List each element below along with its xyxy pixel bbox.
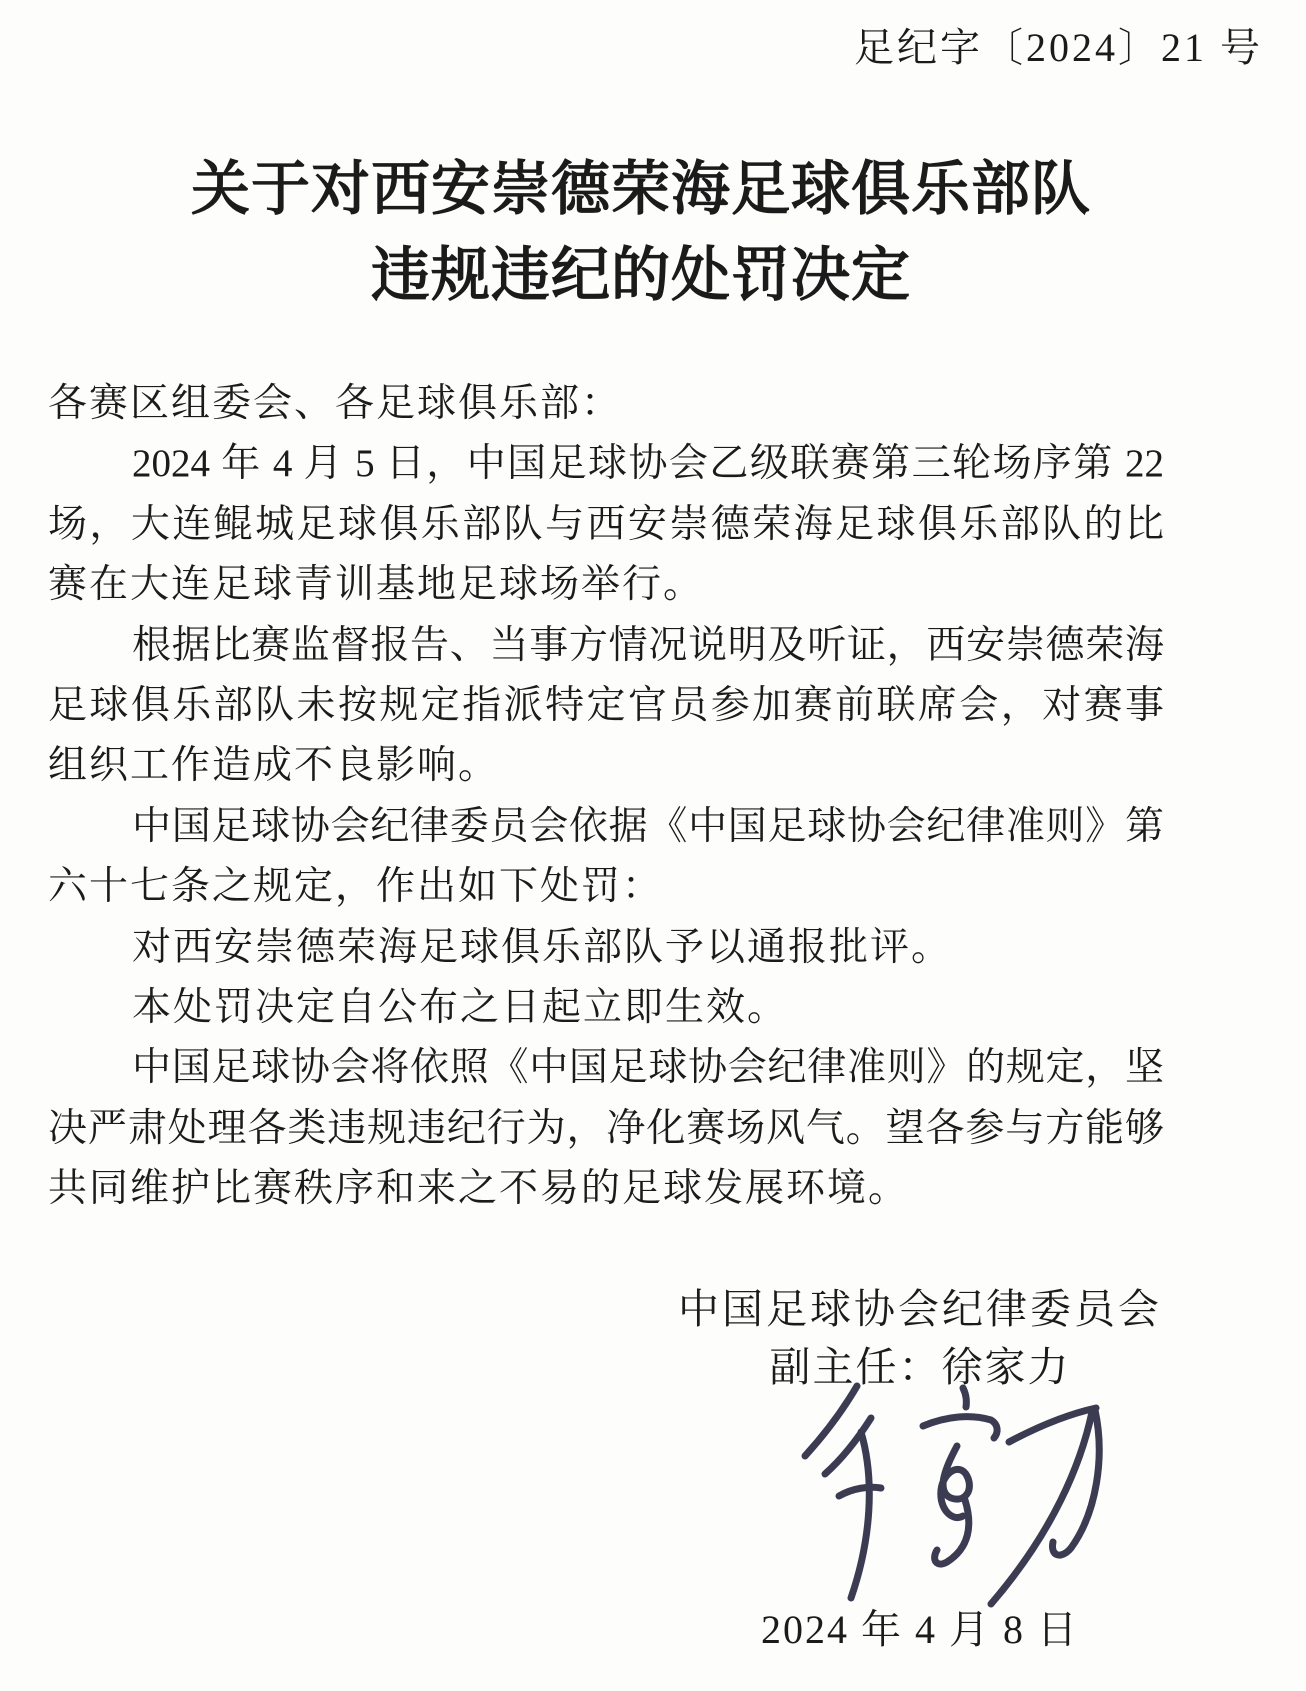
body-line: 根据比赛监督报告、当事方情况说明及听证，西安崇德荣海: [132, 623, 1164, 667]
document-body: [48, 374, 1164, 1219]
signature-signer-title: 副主任：徐家力: [769, 1344, 1071, 1390]
page-title: [0, 146, 1282, 318]
page-title-line-1: 关于对西安崇德荣海足球俱乐部队: [190, 156, 1091, 222]
body-line: 各赛区组委会、各足球俱乐部：: [48, 382, 623, 425]
body-line: 六十七条之规定，作出如下处罚：: [48, 865, 664, 909]
body-line: 场，大连鲲城足球俱乐部队与西安崇德荣海足球俱乐部队的比: [48, 502, 1164, 546]
body-line: 赛在大连足球青训基地足球场举行。: [48, 563, 705, 607]
signature-ink-icon: [795, 1378, 1105, 1616]
doc-number: 足纪字〔2024〕21 号: [854, 25, 1263, 70]
page-title-line-2: 违规违纪的处罚决定: [370, 242, 911, 308]
body-line: 组织工作造成不良影响。: [48, 744, 500, 788]
body-line: 2024 年 4 月 5 日，中国足球协会乙级联赛第三轮场序第 22: [132, 442, 1164, 486]
body-line: 决严肃处理各类违规违纪行为，净化赛场风气。望各参与方能够: [48, 1106, 1164, 1150]
body-line: 足球俱乐部队未按规定指派特定官员参加赛前联席会，对赛事: [48, 683, 1164, 727]
signature-date: 2024 年 4 月 8 日: [761, 1607, 1079, 1652]
body-line: 中国足球协会将依照《中国足球协会纪律准则》的规定，坚: [132, 1046, 1164, 1090]
body-line: 中国足球协会纪律委员会依据《中国足球协会纪律准则》第: [132, 804, 1164, 848]
handwritten-signature: [795, 1378, 1105, 1616]
signature-org: 中国足球协会纪律委员会: [678, 1286, 1162, 1332]
body-line: 对西安崇德荣海足球俱乐部队予以通报批评。: [132, 925, 953, 969]
body-line: 共同维护比赛秩序和来之不易的足球发展环境。: [48, 1167, 910, 1211]
body-line: 本处罚决定自公布之日起立即生效。: [132, 985, 789, 1029]
